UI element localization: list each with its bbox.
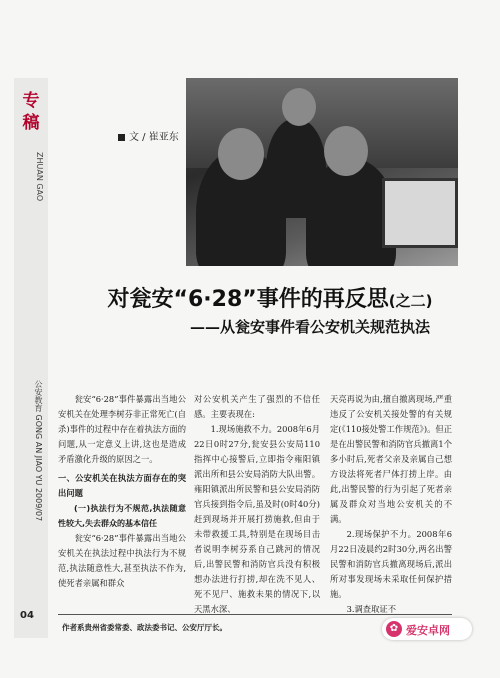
- photo-face-left: [218, 128, 264, 180]
- author-byline: [118, 128, 179, 143]
- author-footnote: 作者系贵州省委常委、政法委书记、公安厅厅长。: [62, 623, 227, 632]
- bullet-square-icon: [118, 134, 125, 141]
- photo-face-right: [324, 126, 368, 176]
- title-main: 对瓮安“6·28”事件的再反思: [107, 287, 389, 312]
- paragraph: 3.调查取证不: [346, 604, 396, 614]
- page-number: 04: [20, 610, 34, 621]
- watermark-text: 爱安卓网: [406, 624, 450, 637]
- section-heading: 一、公安机关在执法方面存在的突出问题: [58, 473, 186, 498]
- footnote-divider: [58, 614, 452, 615]
- paragraph: 2.现场保护不力。2008年6月22日凌晨约2时30分,两名出警民警和消防官兵撤离现场后,派出所对事发现场未采取任何保护措施。: [330, 529, 452, 599]
- title-suffix: (之二): [388, 292, 433, 310]
- paragraph: 瓮安“6·28”事件暴露出当地公安机关在执法过程中执法行为不规范,执法随意性大,甚至执法不作为,使死者亲属和群众: [58, 533, 186, 588]
- section-tag: 专稿: [22, 91, 40, 133]
- article-subtitle: ——从瓮安事件看公安机关规范执法: [190, 318, 431, 336]
- author-text: 文 / 崔亚东: [129, 132, 179, 143]
- photo-laptop: [382, 178, 458, 248]
- text-column-1: [58, 392, 186, 591]
- watermark-logo: [382, 618, 472, 640]
- paragraph: 对公安机关产生了强烈的不信任感。主要表现在:: [194, 394, 320, 419]
- paragraph: 1.现场施救不力。2008年6月22日0时27分,瓮安县公安局110指挥中心接警后,立即指令雍阳镇派出所和县公安局消防大队出警。雍阳镇派出所民警和县公安局消防官兵接到指令后,虽及时(0时40分)赶到现场并开展打捞施救,但由于未带救援工具,特别是在现场目击者说明李树芬系自己跳河的情况后,出警民警和消防官兵没有积极想办法进行打捞,却在洗不见人、死不见尸、施救未果的情况下,以天黑水深、: [194, 424, 320, 614]
- section-pinyin: ZHUAN GAO: [35, 152, 44, 202]
- paragraph: 瓮安“6·28”事件暴露出当地公安机关在处理李树芬非正常死亡(自杀)事件的过程中存在着执法方面的问题,从一定意义上讲,这也是造成矛盾激化升级的原因之一。: [58, 394, 186, 464]
- text-column-3: [330, 392, 452, 617]
- article-photo: [186, 78, 458, 266]
- subsection-heading: (一)执法行为不规范,执法随意性较大,失去群众的基本信任: [58, 504, 186, 528]
- journal-spine: 公安教育 GONG AN JIAO YU 2009/07: [34, 380, 43, 522]
- paragraph: 天亮再说为由,擅自撤离现场,严重违反了公安机关接处警的有关规定(《110接处警工作规范》)。但正是在出警民警和消防官兵撤离1个多小时后,死者父亲及亲属自己想方设法将死者尸体打捞上岸。由此,出警民警的行为引起了死者亲属及群众对当地公安机关的不满。: [330, 394, 452, 524]
- text-column-2: [194, 392, 320, 617]
- article-title: [60, 282, 480, 313]
- photo-face-back: [282, 88, 316, 126]
- android-logo-icon: ✿: [386, 621, 402, 637]
